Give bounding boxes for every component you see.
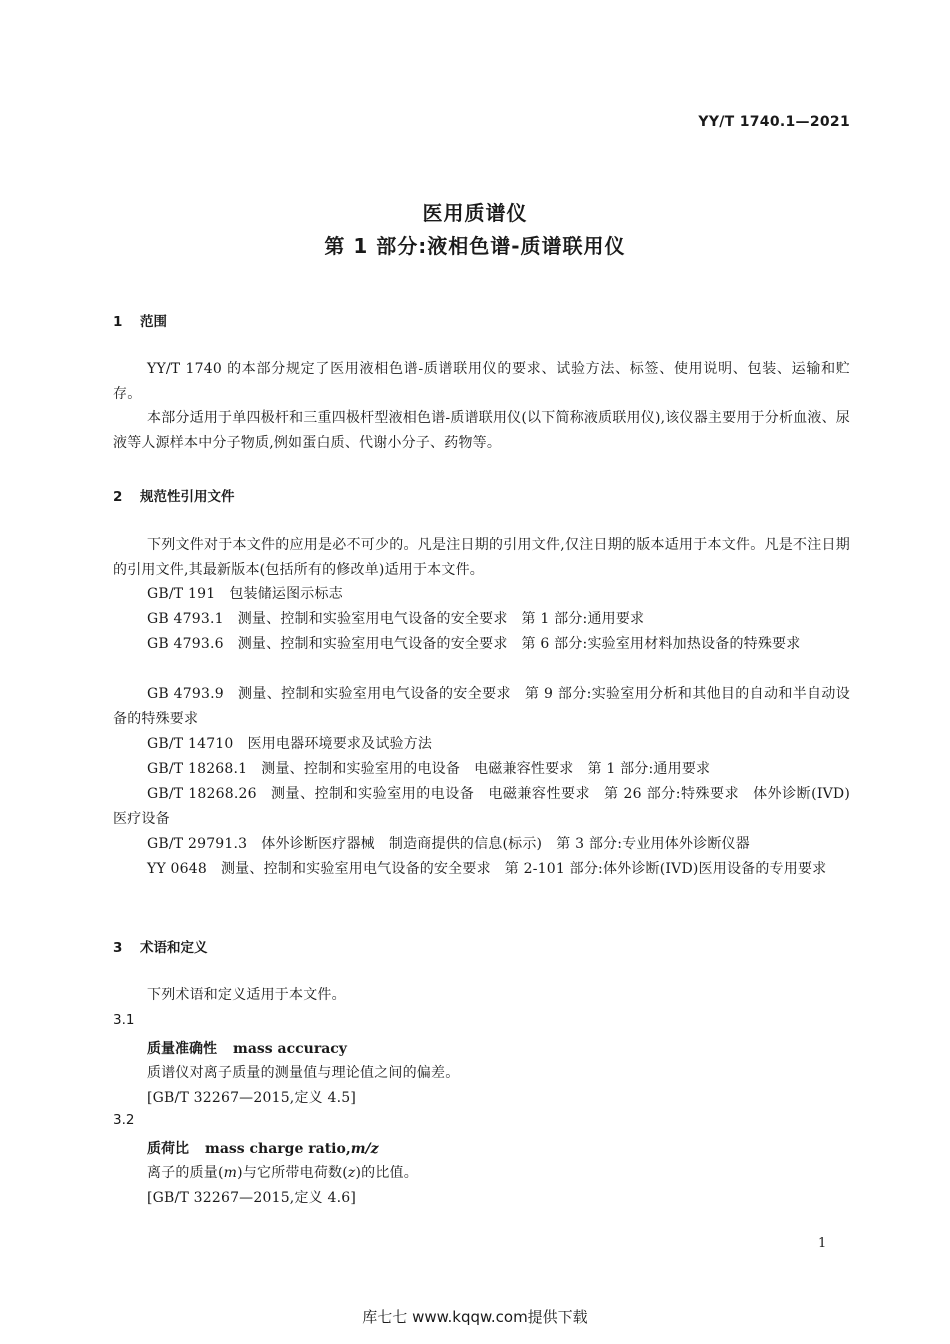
page-number: 1: [818, 1236, 827, 1251]
symbol-z: z: [347, 1165, 356, 1181]
term-symbol: m/z: [350, 1141, 379, 1157]
document-subtitle: 第 1 部分:液相色谱-质谱联用仪: [324, 234, 626, 258]
reference-item: [147, 607, 850, 632]
section-3-heading: [113, 936, 208, 956]
reference-title: 包装储运图示标志: [229, 586, 343, 602]
term-en: mass accuracy: [233, 1041, 347, 1057]
reference-part: 第 1 部分:通用要求: [521, 611, 645, 627]
term-cn: 质量准确性: [147, 1041, 217, 1057]
standard-number: YY/T 1740.1—2021: [698, 114, 850, 130]
reference-part: 第 6 部分:实验室用材料加热设备的特殊要求: [521, 636, 801, 652]
term-cn: 质荷比: [147, 1141, 189, 1157]
definition-text: 离子的质量(: [147, 1165, 224, 1181]
term-separator: ,: [345, 1141, 351, 1157]
reference-part: 第 1 部分:通用要求: [587, 761, 711, 777]
reference-code: GB 4793.9: [147, 686, 224, 702]
section-number: 2: [113, 489, 123, 505]
reference-code: GB/T 18268.26: [147, 786, 257, 802]
term-source: [GB/T 32267—2015,定义 4.6]: [147, 1190, 357, 1206]
definition-text: )的比值。: [355, 1165, 418, 1181]
reference-part: 第 9 部分:实验室用分析和其他目的自动和半自动设备的特殊要求: [113, 686, 850, 727]
paragraph: 本部分适用于单四极杆和三重四极杆型液相色谱-质谱联用仪(以下简称液质联用仪),该仪器主要用于分析血液、尿液等人源样本中分子物质,例如蛋白质、代谢小分子、药物等。: [113, 410, 850, 451]
document-title: 医用质谱仪: [422, 201, 528, 225]
reference-item: [147, 732, 850, 757]
reference-subtitle: 制造商提供的信息(标示): [388, 836, 543, 852]
reference-code: GB 4793.1: [147, 611, 224, 627]
paragraph: YY/T 1740 的本部分规定了医用液相色谱-质谱联用仪的要求、试验方法、标签、使用说明、包装、运输和贮存。: [113, 361, 850, 402]
term-heading: [147, 1138, 379, 1158]
reference-title: 测量、控制和实验室用电气设备的安全要求: [237, 686, 511, 702]
term-en: mass charge ratio: [205, 1141, 346, 1157]
reference-part: 第 26 部分:特殊要求: [604, 786, 740, 802]
reference-part: 第 3 部分:专业用体外诊断仪器: [556, 836, 750, 852]
term-number: 3.1: [113, 1012, 135, 1028]
term-number: 3.2: [113, 1112, 135, 1128]
term-definition: [147, 1162, 418, 1182]
section-number: 1: [113, 314, 123, 330]
reference-title: 医用电器环境要求及试验方法: [247, 736, 433, 752]
paragraph: 下列文件对于本文件的应用是必不可少的。凡是注日期的引用文件,仅注日期的版本适用于本文件。凡是不注日期的引用文件,其最新版本(包括所有的修改单)适用于本文件。: [113, 537, 850, 578]
term-source: [GB/T 32267—2015,定义 4.5]: [147, 1090, 357, 1106]
reference-item: [113, 682, 850, 732]
reference-code: YY 0648: [147, 861, 207, 877]
section-number: 3: [113, 940, 123, 956]
section-title: 术语和定义: [140, 940, 208, 956]
definition-text: )与它所带电荷数(: [237, 1165, 348, 1181]
reference-tail: 体外诊断(IVD)医疗设备: [113, 786, 850, 827]
reference-title: 测量、控制和实验室用的电设备: [261, 761, 461, 777]
reference-title: 测量、控制和实验室用的电设备: [270, 786, 475, 802]
section-title: 规范性引用文件: [140, 489, 235, 505]
footer-watermark: 库七七 www.kqqw.com提供下载: [362, 1308, 588, 1326]
reference-item: [113, 857, 850, 882]
paragraph: 下列术语和定义适用于本文件。: [147, 987, 346, 1003]
reference-title: 测量、控制和实验室用电气设备的安全要求: [220, 861, 491, 877]
reference-title: 测量、控制和实验室用电气设备的安全要求: [237, 611, 508, 627]
reference-code: GB/T 14710: [147, 736, 234, 752]
reference-part: 第 2-101 部分:体外诊断(IVD)医用设备的专用要求: [504, 861, 827, 877]
reference-subtitle: 电磁兼容性要求: [488, 786, 591, 802]
reference-code: GB/T 18268.1: [147, 761, 248, 777]
reference-item: [147, 757, 850, 782]
reference-title: 测量、控制和实验室用电气设备的安全要求: [237, 636, 508, 652]
section-2-heading: [113, 485, 235, 505]
reference-item: [147, 832, 850, 857]
reference-title: 体外诊断医疗器械: [261, 836, 375, 852]
reference-subtitle: 电磁兼容性要求: [474, 761, 574, 777]
term-heading: [147, 1038, 347, 1058]
section-title: 范围: [140, 314, 167, 330]
reference-code: GB 4793.6: [147, 636, 224, 652]
term-definition: 质谱仪对离子质量的测量值与理论值之间的偏差。: [147, 1065, 460, 1081]
reference-code: GB/T 191: [147, 586, 216, 602]
section-1-heading: [113, 310, 167, 330]
reference-item: [113, 632, 850, 657]
reference-item: [113, 782, 850, 832]
reference-code: GB/T 29791.3: [147, 836, 248, 852]
symbol-m: m: [223, 1165, 238, 1181]
reference-item: [147, 582, 850, 607]
